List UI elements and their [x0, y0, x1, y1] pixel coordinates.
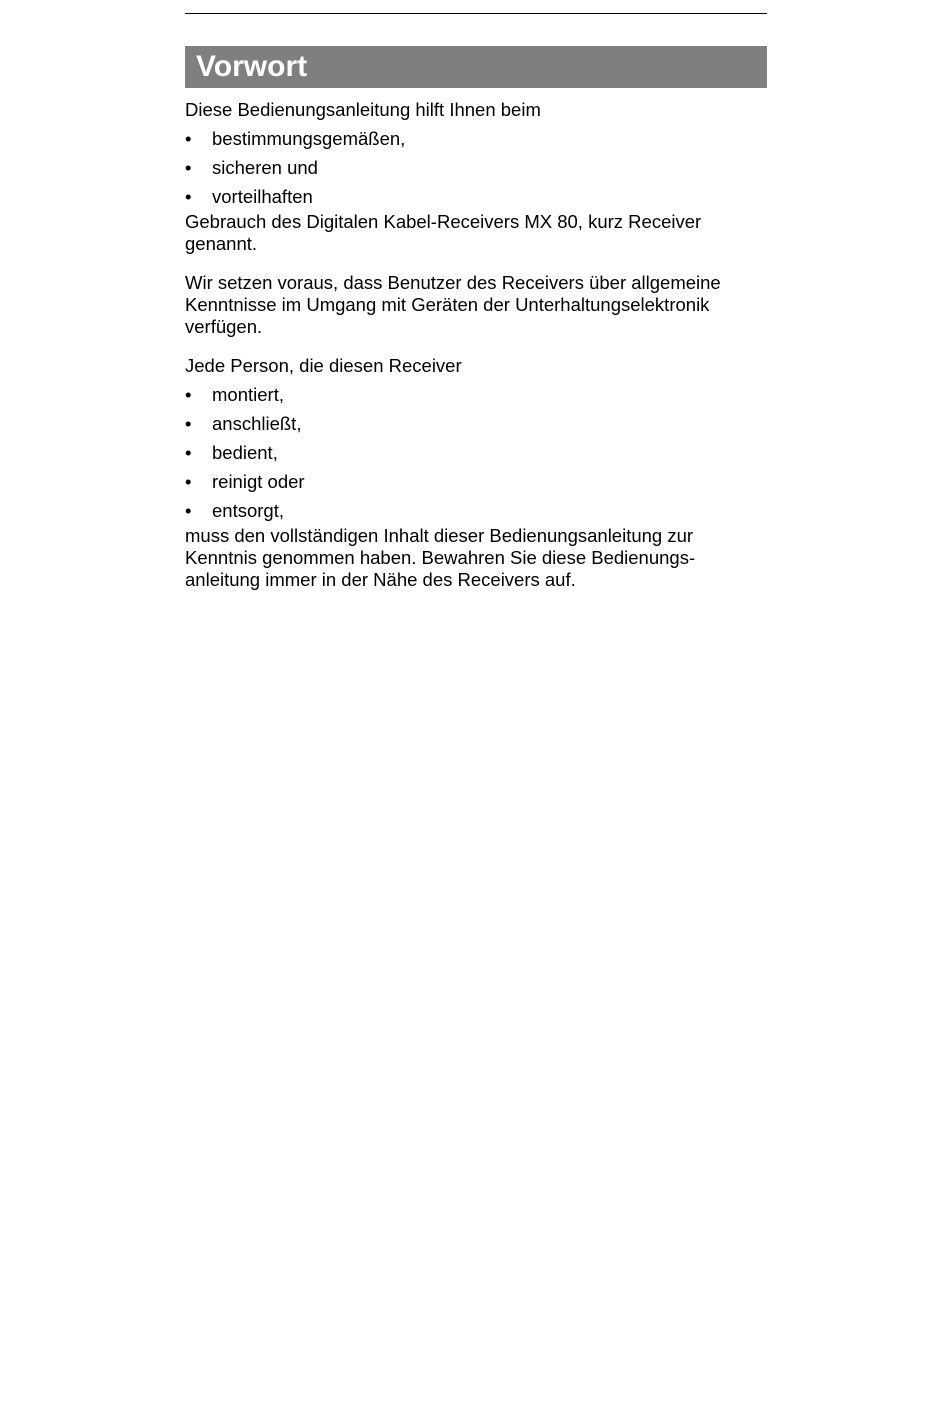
- closing-line-2: Kenntnis genommen haben. Bewahren Sie diese Bedienungs-: [185, 547, 696, 568]
- intro-paragraph: Diese Bedienungsanleitung hilft Ihnen beim: [185, 99, 541, 120]
- list-item: [185, 442, 767, 464]
- section-heading: Vorwort: [196, 50, 308, 83]
- closing-paragraph: [185, 525, 767, 591]
- prerequisite-paragraph: Wir setzen voraus, dass Benutzer des Receivers über allgemeine Kenntnisse im Umgang mit Geräten der Unterhaltungselektronik verfügen.: [185, 272, 721, 337]
- list-item-text: reinigt oder: [212, 471, 305, 492]
- bullet-icon: •: [185, 471, 192, 492]
- bullet-icon: •: [185, 186, 192, 207]
- list-item-text: anschließt,: [212, 413, 302, 434]
- list-item-text: sicheren und: [212, 157, 318, 178]
- person-actions-list: [185, 384, 767, 522]
- bullet-icon: •: [185, 384, 192, 405]
- list-item: [185, 186, 767, 208]
- list-item-text: bestimmungsgemäßen,: [212, 128, 406, 149]
- list-item-text: montiert,: [212, 384, 284, 405]
- closing-line-3: anleitung immer in der Nähe des Receivers auf.: [185, 569, 576, 590]
- usage-list: [185, 128, 767, 208]
- bullet-icon: •: [185, 442, 192, 463]
- bullet-icon: •: [185, 157, 192, 178]
- top-rule: [185, 13, 767, 14]
- list-item: [185, 500, 767, 522]
- bullet-icon: •: [185, 128, 192, 149]
- list-item: [185, 157, 767, 179]
- bullet-icon: •: [185, 500, 192, 521]
- list-item: [185, 413, 767, 435]
- list-item-text: entsorgt,: [212, 500, 284, 521]
- list-item: [185, 384, 767, 406]
- list-item: [185, 128, 767, 150]
- bullet-icon: •: [185, 413, 192, 434]
- list-item: [185, 471, 767, 493]
- section-heading-bar: [185, 46, 767, 88]
- person-intro-paragraph: Jede Person, die diesen Receiver: [185, 355, 462, 376]
- usage-paragraph: Gebrauch des Digitalen Kabel-Receivers MX 80, kurz Receiver genannt.: [185, 211, 702, 254]
- closing-line-1: muss den vollständigen Inhalt dieser Bedienungsanleitung zur: [185, 525, 694, 546]
- document-body: [185, 99, 767, 591]
- list-item-text: vorteilhaften: [212, 186, 313, 207]
- list-item-text: bedient,: [212, 442, 278, 463]
